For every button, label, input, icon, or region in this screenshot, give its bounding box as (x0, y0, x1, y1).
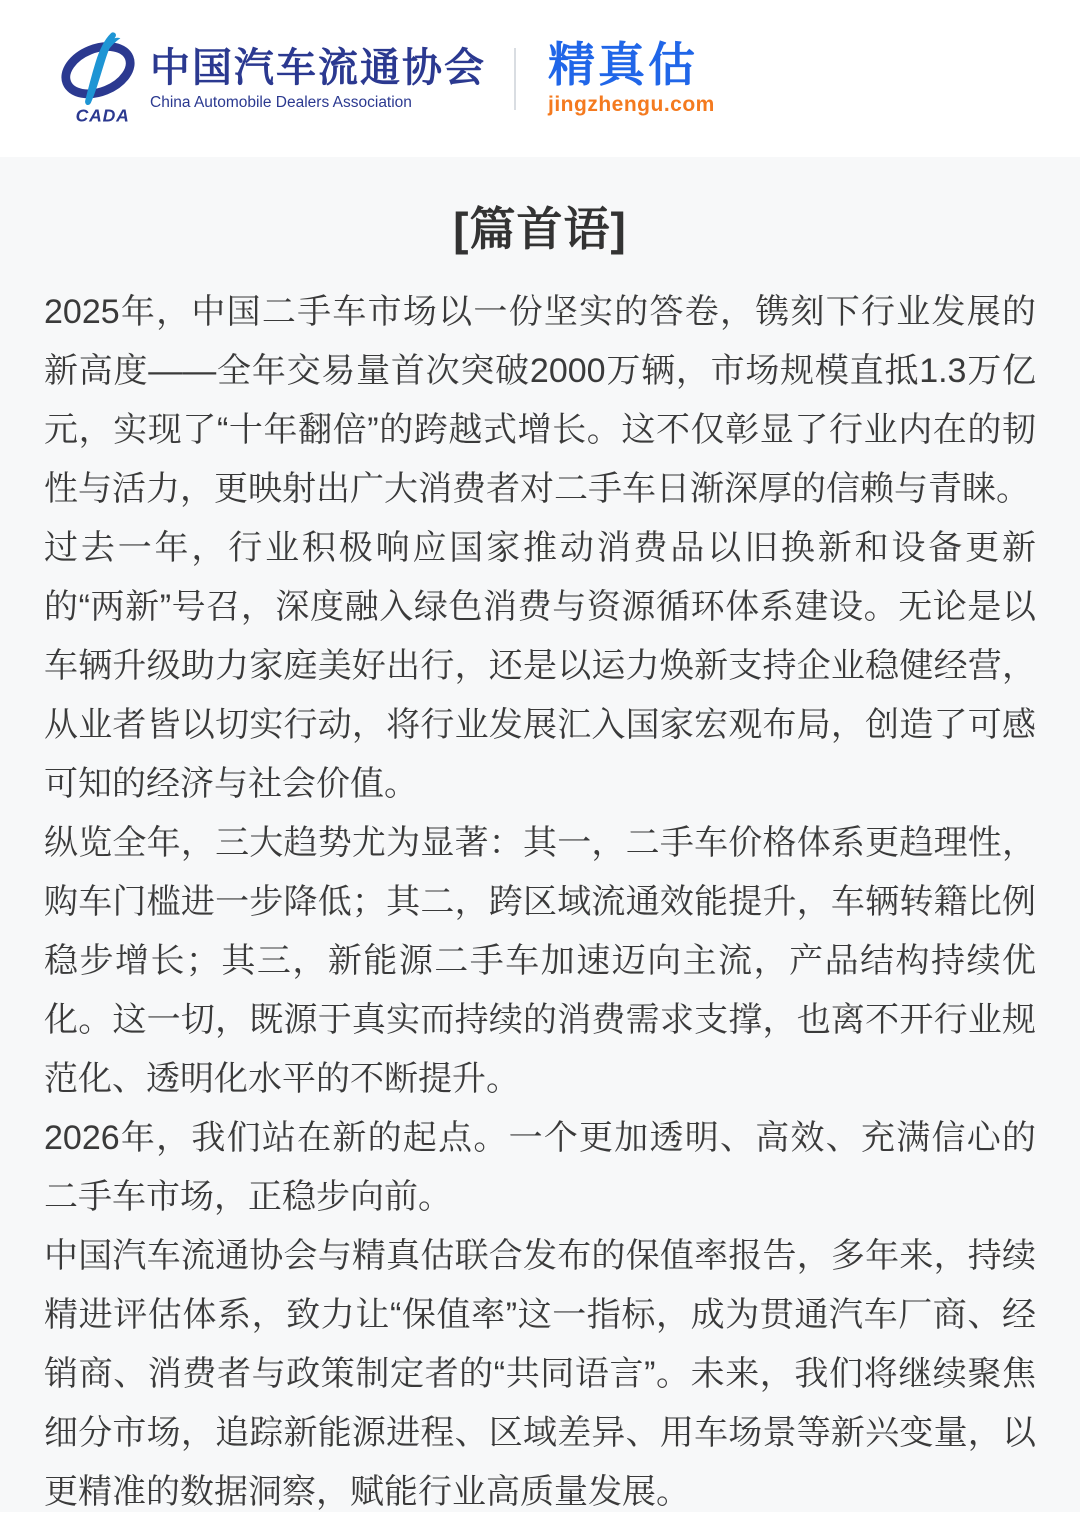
jingzhengu-logo (548, 40, 715, 116)
page-header (0, 0, 1080, 157)
article-paragraph: 纵览全年，三大趋势尤为显著：其一，二手车价格体系更趋理性，购车门槛进一步降低；其二，跨区域流通效能提升，车辆转籍比例稳步增长；其三，新能源二手车加速迈向主流，产品结构持续优化。这一切，既源于真实而持续的消费需求支撑，也离不开行业规范化、透明化水平的不断提升。 (44, 824, 1036, 1098)
cada-org-name-en: China Automobile Dealers Association (150, 93, 412, 111)
article-paragraph: 过去一年，行业积极响应国家推动消费品以旧换新和设备更新的“两新”号召，深度融入绿色消费与资源循环体系建设。无论是以车辆升级助力家庭美好出行，还是以运力焕新支持企业稳健经营，从业者皆以切实行动，将行业发展汇入国家宏观布局，创造了可感可知的经济与社会价值。 (44, 529, 1036, 803)
article-paragraph: 2026年，我们站在新的起点。一个更加透明、高效、充满信心的二手车市场，正稳步向前。 (44, 1119, 1036, 1216)
cada-org-name-zh: 中国汽车流通协会 (150, 44, 486, 90)
jingzhengu-name: 精真估 (548, 38, 698, 92)
logo-divider (514, 48, 516, 110)
cada-names (150, 46, 486, 112)
article-body (44, 283, 1036, 1522)
cada-logo-icon (58, 31, 138, 127)
article-paragraph: 2025年，中国二手车市场以一份坚实的答卷，镌刻下行业发展的新高度——全年交易量首次突破2000万辆，市场规模直抵1.3万亿元，实现了“十年翻倍”的跨越式增长。这不仅彰显了行业内在的韧性与活力，更映射出广大消费者对二手车日渐深厚的信赖与青睐。 (44, 293, 1036, 508)
svg-text:CADA: CADA (75, 104, 130, 125)
article-content (0, 157, 1080, 1512)
jingzhengu-domain: jingzhengu.com (548, 92, 715, 116)
page-title: [篇首语] (453, 203, 627, 255)
cada-logo (58, 31, 486, 127)
article-paragraph: 中国汽车流通协会与精真估联合发布的保值率报告，多年来，持续精进评估体系，致力让“保值率”这一指标，成为贯通汽车厂商、经销商、消费者与政策制定者的“共同语言”。未来，我们将继续聚焦细分市场，追踪新能源进程、区域差异、用车场景等新兴变量，以更精准的数据洞察，赋能行业高质量发展。 (44, 1237, 1036, 1511)
